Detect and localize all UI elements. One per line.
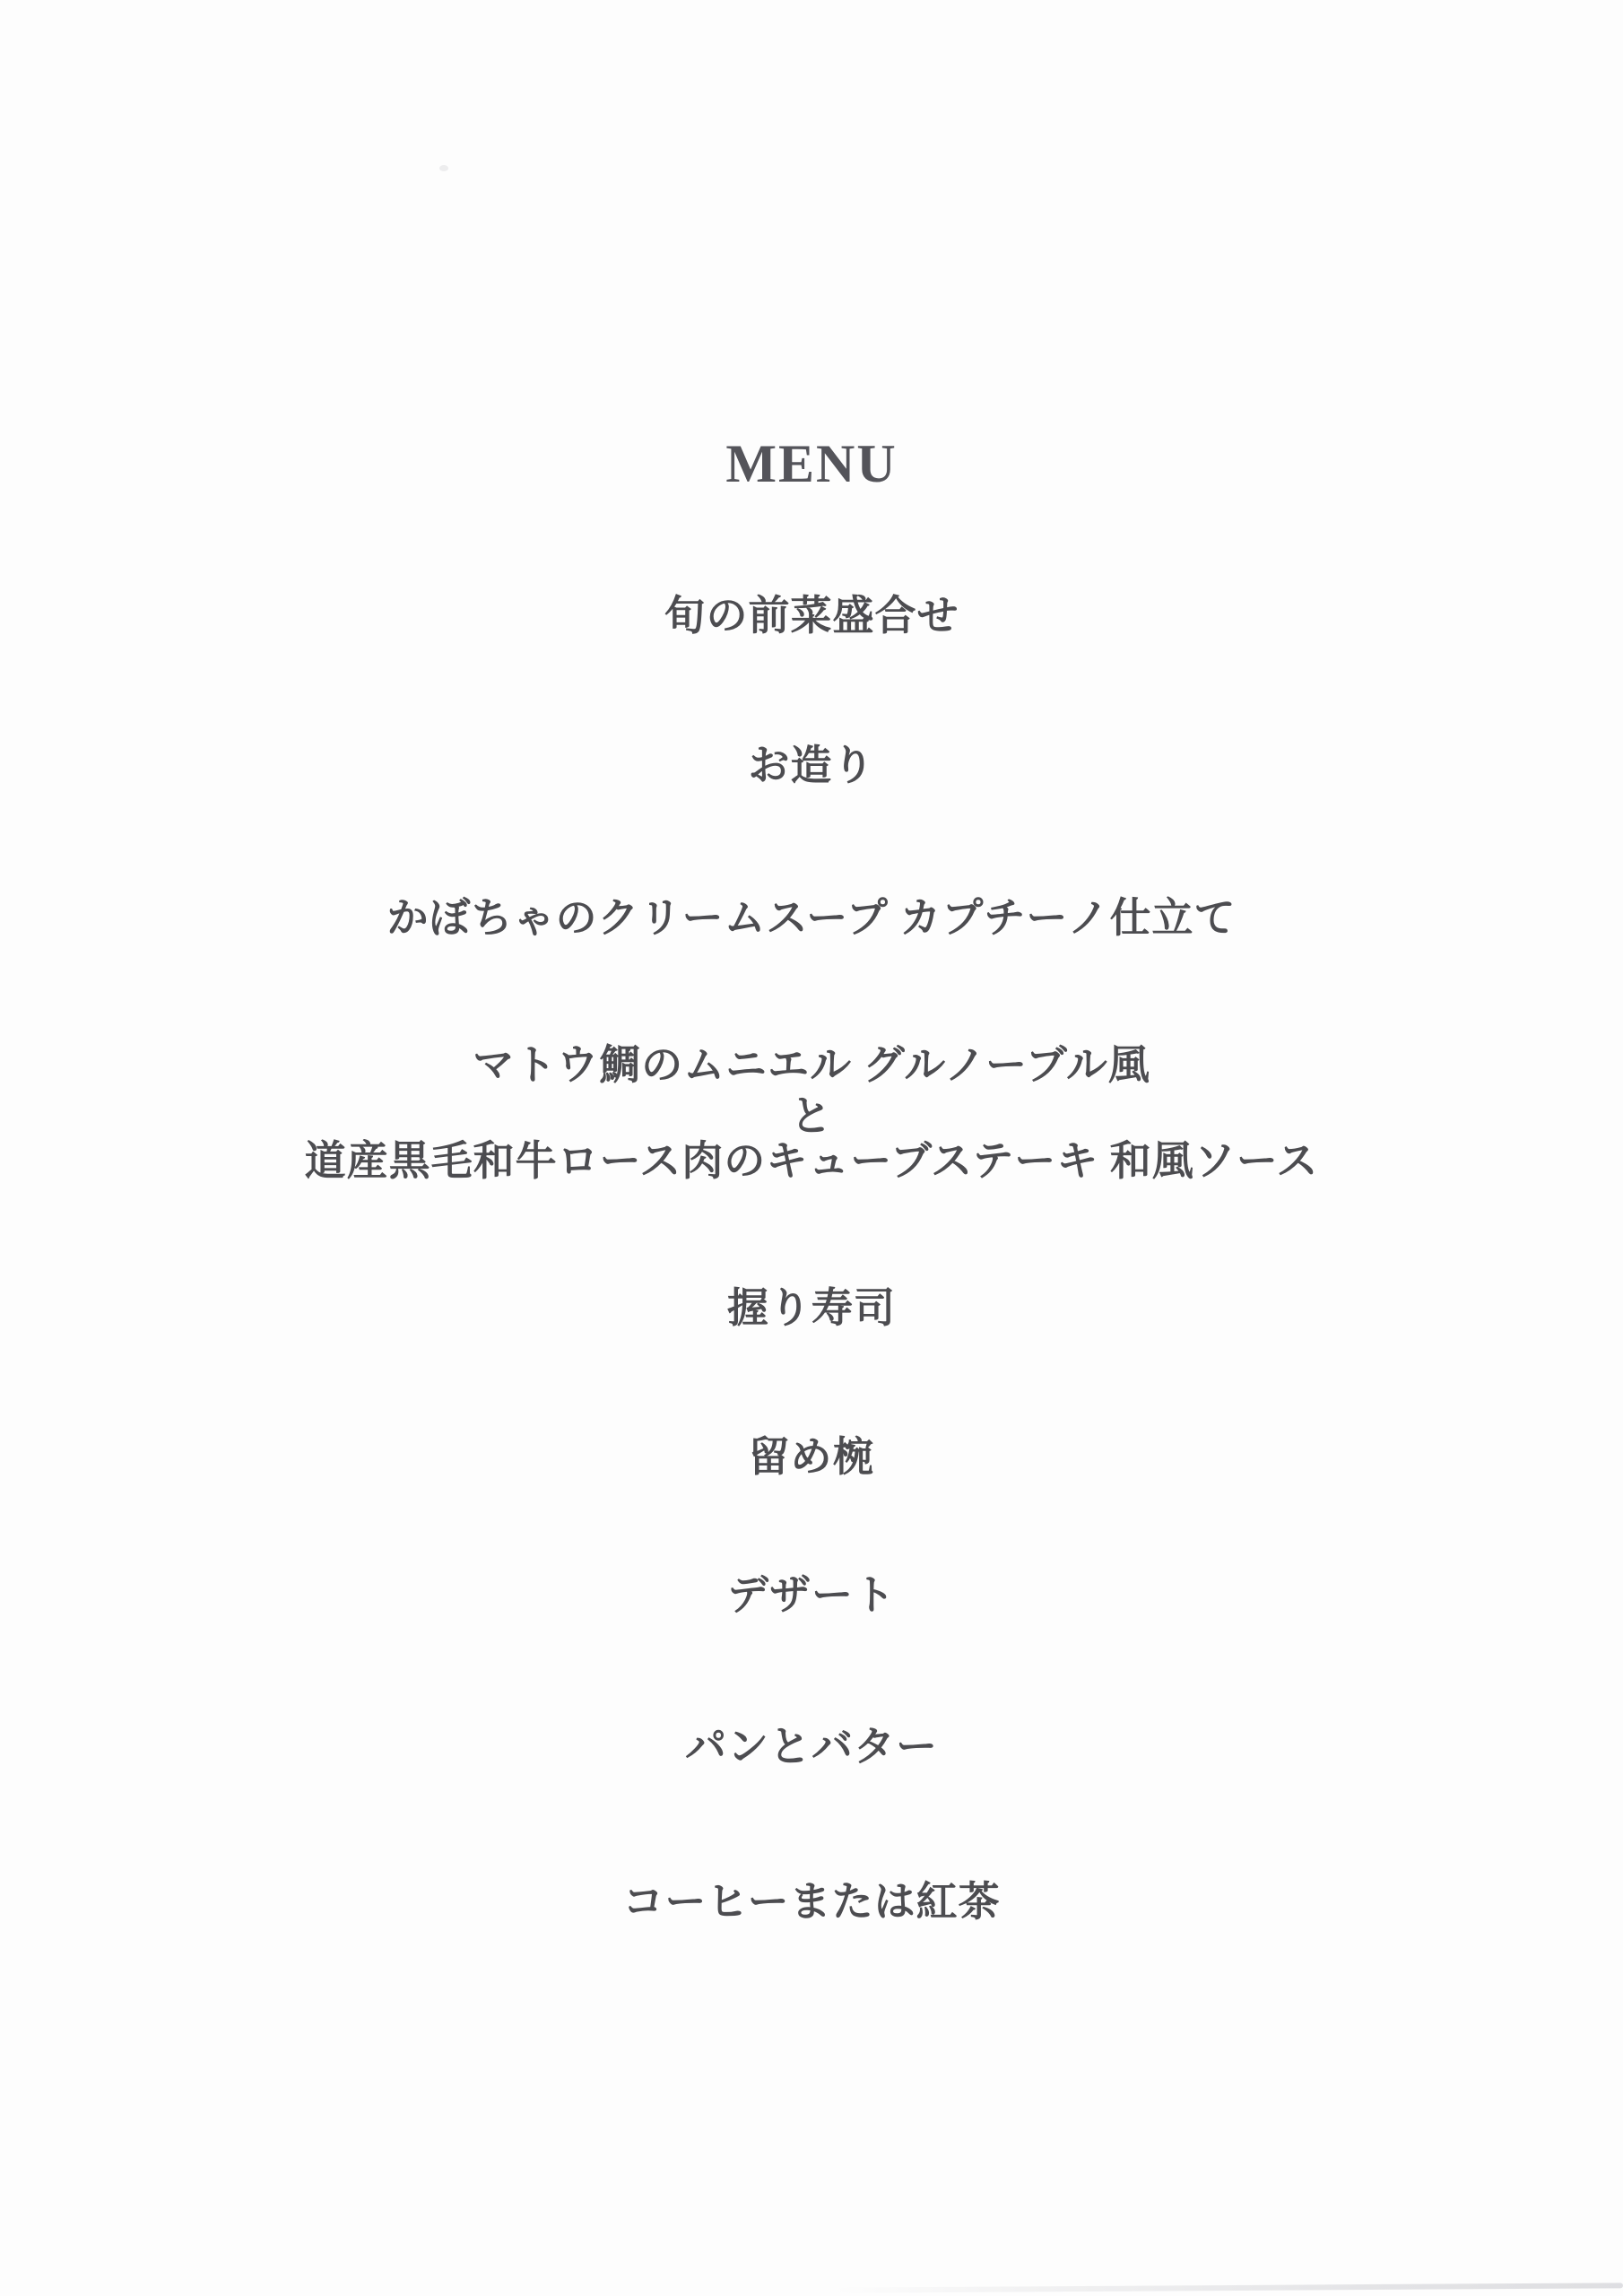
menu-item-meat-main: 道産黒毛和牛ロース肉のキューブステーキ 和風ソース bbox=[304, 1138, 1319, 1184]
menu-item-tomewan-soup: 留め椀 bbox=[748, 1434, 875, 1480]
menu-item-connector-and: と bbox=[790, 1093, 833, 1139]
menu-item-soup: かぼちゃのクリームスープ カプチーノ仕立て bbox=[386, 895, 1237, 941]
menu-item-dessert: デザート bbox=[727, 1572, 896, 1618]
menu-item-fish-main: マトウ鯛のムニエル グルノーブル風 bbox=[473, 1042, 1150, 1088]
menu-item-sashimi: お造り bbox=[748, 743, 875, 788]
menu-title: MENU bbox=[725, 434, 898, 493]
scan-artifact-bottom-smudge bbox=[834, 2283, 1623, 2292]
scan-artifact-dot bbox=[439, 165, 448, 171]
menu-item-beverage: コーヒーまたは紅茶 bbox=[622, 1879, 1001, 1925]
menu-item-appetizer: 旬の前菜盛合せ bbox=[664, 593, 959, 639]
menu-item-sushi: 握り寿司 bbox=[727, 1285, 896, 1331]
menu-item-bread-butter: パンとバター bbox=[685, 1724, 938, 1770]
